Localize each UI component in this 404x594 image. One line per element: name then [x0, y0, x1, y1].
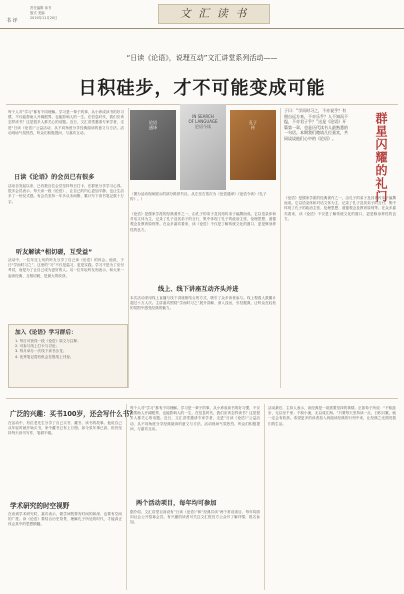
- page-header: [0, 0, 404, 29]
- kicker: “日读《论语》，说理互动”文汇讲堂系列活动——: [126, 54, 278, 62]
- section-text: 活动自发起以来，已有数百位会员坚持每日打卡，在群里分享学习心得。很多会员表示，每天读一段《论语》，让自己的内心更加平静，也让生活多了一份仪式感。有会员坚持一年多从未间断，累计写下读书笔记数十万字。: [8, 184, 124, 204]
- section-text: 在谈到学术研究时，嘉宾表示，做学问既要有时间的纵深，也要有空间的广度。读《论语》要结合历史背景，理解孔子所处的时代，才能真正体会其中的思想精髓。: [8, 512, 122, 527]
- column-divider: [126, 404, 127, 590]
- section-text: 本次活动采用线上直播与线下讲座相结合的方式，吸引了众多读者参与。线上观看人数累计超过十万人次。主讲嘉宾围绕“学而时习之”展开讲解，深入浅出，引经据典，让听众在轻松的氛围中感受经典的魅力。: [130, 296, 276, 311]
- book-cover-a: 论语 通译: [130, 110, 176, 180]
- section-text: 活动中，一位年过七旬的听友分享了自己读《论语》的体会。他说，子曰“学而时习之”，这里的“习”不仅是温习，更是实践。学习不是为了应付考试，而是为了让自己成为更好的人。另一位年轻听友则表示，和大家一起读经典、互相切磋，是最大的收获。: [8, 258, 124, 278]
- section-heading: 学术研究的时空视野: [10, 502, 70, 510]
- info-box-title: 加入《论语》学习群后：: [15, 330, 77, 336]
- section-heading: 线上、线下讲座互动齐头并进: [158, 286, 239, 293]
- brand-logo: 文 汇 读 书: [158, 4, 270, 24]
- section-text: 据介绍，文汇讲堂目前设有“日读《论语》”和“经典共读”两个常设项目，每年均面向社会公开招募会员。有兴趣的读者可关注文汇报官方公众号了解详情，报名参加。: [130, 510, 260, 525]
- info-box: [8, 324, 128, 388]
- section-heading: 广泛的兴趣：买书100岁，还会写什么书？: [10, 410, 136, 418]
- intro-paragraph: 每个人对“学习”都有不同理解。学习是一辈子的事，从小养成读书的好习惯，不仅能帮助人开阔眼界，也能影响人的一生。在信息时代，我们应该怎样读书？这是很多人都关心的话题。近日，文汇讲堂邀请专家学者，走进“日读《论语》”公益活动，从不同角度分享经典阅读的意义与方法。活动现场气氛热烈，听众们积极提问，与嘉宾互动。: [8, 110, 124, 135]
- section-heading: 日读《论语》的会员已有很多: [14, 174, 95, 181]
- book-cover-c: 孔子 传: [230, 110, 276, 180]
- column-divider: [280, 108, 281, 388]
- section-heading: 两个活动项目，每年均可参加: [136, 500, 217, 507]
- column-divider: [264, 404, 265, 590]
- column-divider: [128, 108, 129, 388]
- list-item: 3. 每月举办一次线下读书沙龙；: [15, 349, 67, 354]
- header-meta: 责任编辑 读书 版式 美编 2019年11月20日: [30, 6, 58, 20]
- closing-text: 活动最后，主持人表示，读经典是一项需要坚持的事情。正如荀子所说：“不积跬步，无以至千里；不积小流，无以成江海。”只要每天坚持读一点，日积月累，就一定会有收获。希望更多的读者加入到阅读经典的行列中来，让经典之光照亮我们的生活。: [268, 406, 396, 426]
- article-text: 每个人对“学习”都有不同理解。学习是一辈子的事，从小养成读书的好习惯，不仅能帮助人开阔眼界，也能影响人的一生。在信息时代，我们应该怎样读书？这是很多人都关心的话题。近日，文汇讲堂邀请专家学者，走进“日读《论语》”公益活动，从不同角度分享经典阅读的意义与方法。活动现场气氛热烈，听众们积极提问，与嘉宾互动。: [130, 406, 260, 431]
- article-text: 《论语》是儒家学派的经典著作之一，由孔子的弟子及其再传弟子编撰而成。它以语录体和对话文体为主，记录了孔子及其弟子的言行，集中体现了孔子的政治主张、伦理思想、道德观念及教育原则等。在众多嘉宾看来，读《论语》不仅是了解传统文化的窗口，更是修身养性的良方。: [130, 212, 276, 232]
- section-tag: 书 评: [6, 18, 18, 24]
- right-lead: 子曰：“学而时习之，不亦说乎？有朋自远方来，不亦乐乎？人不知而不愠，不亦君子乎？”这是《论语》开篇第一章，也是历代读书人最熟悉的一句话。本期我们邀请几位嘉宾，共同谈谈他们心中的《论语》。: [284, 108, 348, 141]
- image-caption: （图为活动现场展示的部分推荐书目。从左至右依次为《论语通译》《论语今读》《孔子传》。）: [130, 192, 267, 201]
- section-heading: 听友解读“相切磋，互受益”: [16, 249, 93, 256]
- right-body: 《论语》是儒家学派的经典著作之一，由孔子的弟子及其再传弟子编撰而成。它以语录体和对话文体为主，记录了孔子及其弟子的言行，集中体现了孔子的政治主张、伦理思想、道德观念及教育原则等。在众多嘉宾看来，读《论语》不仅是了解传统文化的窗口，更是修身养性的良方。: [284, 196, 396, 221]
- list-item: 4. 优秀笔记将有机会在报纸上刊登。: [15, 354, 74, 359]
- headline: 日积硅步，才不可能变成可能: [78, 78, 326, 99]
- section-text: 在活动中，有位老先生分享了自己买书、藏书、读书的故事。他说自己从年轻时就开始买书，家中藏书已有上万册。如今虽年事已高，但仍坚持每天读书写作，笔耕不辍。: [8, 421, 122, 436]
- divider: [6, 398, 398, 399]
- feature-title: 群星闪耀的礼门: [374, 112, 388, 203]
- list-item: 2. 可参与线上打卡与讨论；: [15, 344, 60, 349]
- list-item: 1. 每日可获得一段《论语》原文与注释；: [15, 339, 81, 343]
- book-cover-b: IN SEARCH OF LANGUAGE 论语今读: [180, 104, 226, 190]
